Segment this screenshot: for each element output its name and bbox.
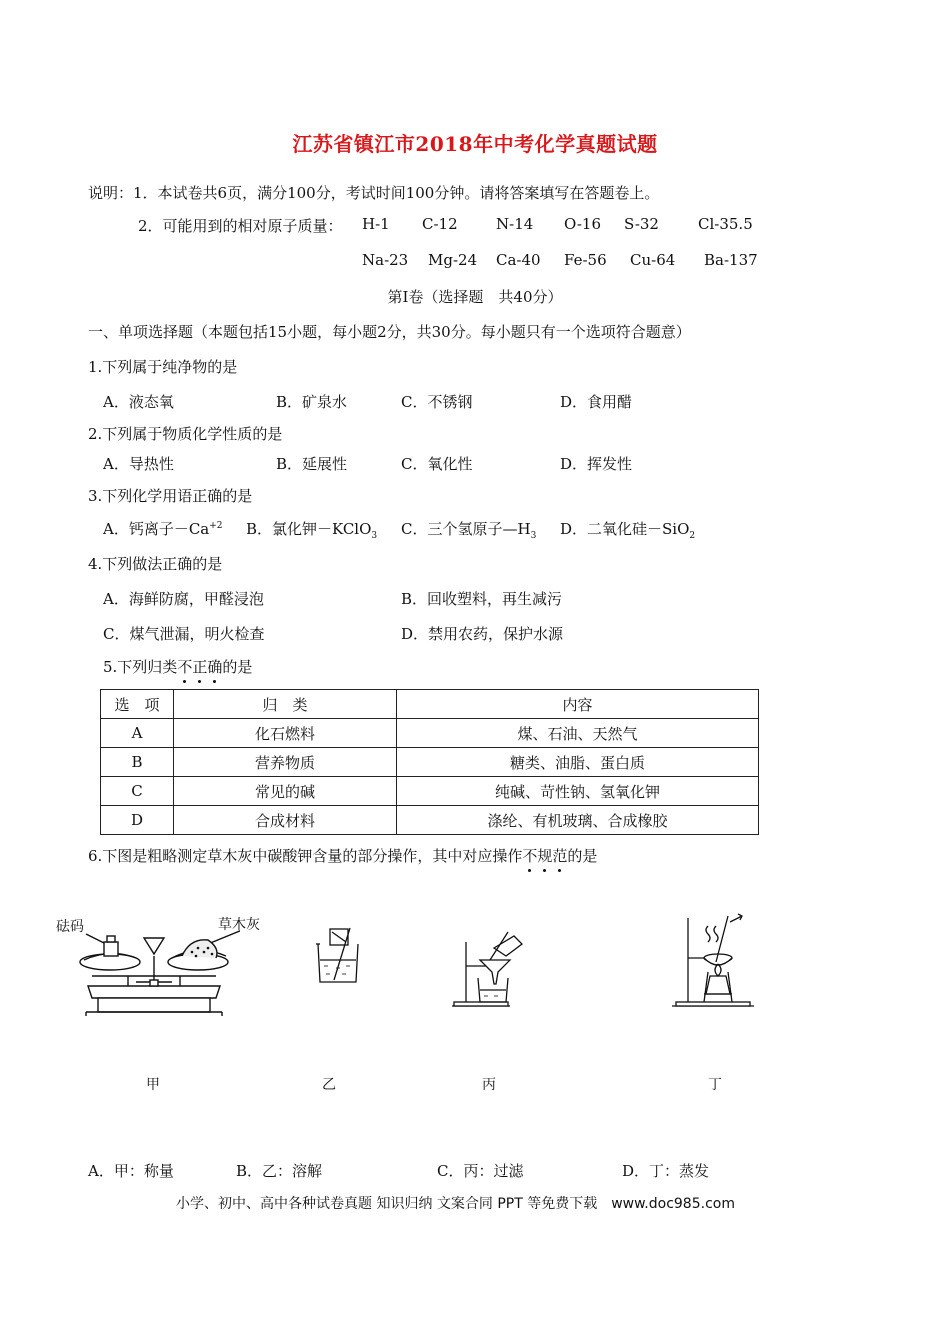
table-cell: B — [101, 748, 174, 777]
table-header-row — [101, 690, 759, 719]
table-cell: 合成材料 — [174, 806, 397, 835]
q6-option-d: D．丁：蒸发 — [622, 1162, 710, 1180]
mass-h: H-1 — [362, 215, 390, 233]
mass-mg: Mg-24 — [428, 251, 478, 269]
dissolving-beaker-figure — [312, 926, 364, 986]
table-row — [101, 719, 759, 748]
table-cell: 涤纶、有机玻璃、合成橡胶 — [397, 806, 759, 835]
caption-bing: 丙 — [482, 1077, 496, 1093]
mass-na: Na-23 — [362, 251, 409, 269]
question-1-stem: 1.下列属于纯净物的是 — [88, 358, 238, 376]
table-row — [101, 748, 759, 777]
table-row — [101, 777, 759, 806]
question-2-stem: 2.下列属于物质化学性质的是 — [88, 425, 283, 443]
q4-option-d: D．禁用农药，保护水源 — [401, 625, 564, 643]
table-cell: 营养物质 — [174, 748, 397, 777]
mass-cu: Cu-64 — [630, 251, 676, 269]
mass-n: N-14 — [496, 215, 534, 233]
mass-c: C-12 — [422, 215, 458, 233]
filtration-apparatus-figure — [450, 926, 534, 1010]
q1-option-d: D．食用醋 — [560, 393, 633, 411]
classification-table — [100, 689, 759, 835]
mass-o: O-16 — [564, 215, 602, 233]
mass-ba: Ba-137 — [704, 251, 758, 269]
volume-title: 第Ⅰ卷（选择题 共40分） — [387, 288, 563, 306]
table-header-category: 归 类 — [174, 690, 397, 719]
q3-option-d: D．二氧化硅－SiO$_2$ — [560, 520, 696, 541]
q2-option-a: A．导热性 — [103, 455, 174, 473]
q3-option-a: A．钙离子$-Ca^{+2}$ — [103, 520, 223, 538]
table-header-content: 内容 — [397, 690, 759, 719]
mass-ca: Ca-40 — [496, 251, 541, 269]
label-plant-ash: 草木灰 — [218, 917, 260, 933]
mass-fe: Fe-56 — [564, 251, 607, 269]
q4-option-b: B．回收塑料，再生减污 — [401, 590, 563, 608]
q2-option-d: D．挥发性 — [560, 455, 633, 473]
table-cell: D — [101, 806, 174, 835]
question-6-stem: 6.下图是粗略测定草木灰中碳酸钾含量的部分操作，其中对应操作不规范的是 — [88, 847, 598, 865]
table-cell: 纯碱、苛性钠、氢氧化钾 — [397, 777, 759, 806]
q6-option-a: A．甲：称量 — [88, 1162, 174, 1180]
mass-s: S-32 — [624, 215, 659, 233]
question-3-stem: 3.下列化学用语正确的是 — [88, 487, 253, 505]
table-header-option: 选 项 — [101, 690, 174, 719]
footer-text: 小学、初中、高中各种试卷真题 知识归纳 文案合同 PPT 等免费下载 www.doc985.com — [176, 1196, 735, 1212]
question-5-stem: 5.下列归类不正确的是 — [103, 658, 253, 676]
mass-cl: Cl-35.5 — [698, 215, 753, 233]
page-title: 江苏省镇江市2018年中考化学真题试题 — [292, 132, 658, 156]
q3-option-c: C．三个氢原子$—H_3$ — [401, 520, 537, 541]
q4-option-c: C．煤气泄漏，明火检查 — [103, 625, 265, 643]
section-heading: 一、单项选择题（本题包括15小题，每小题2分，共30分。每小题只有一个选项符合题意） — [88, 323, 691, 341]
table-row — [101, 806, 759, 835]
table-cell: 常见的碱 — [174, 777, 397, 806]
q6-option-b: B．乙：溶解 — [236, 1162, 323, 1180]
q1-option-a: A．液态氧 — [103, 393, 174, 411]
table-cell: C — [101, 777, 174, 806]
label-weights: 砝码 — [56, 919, 84, 935]
q1-option-b: B．矿泉水 — [276, 393, 348, 411]
evaporation-apparatus-figure — [668, 912, 764, 1012]
q1-option-c: C．不锈钢 — [401, 393, 473, 411]
q3-option-b: B．氯化钾－KClO$_3$ — [246, 520, 378, 541]
instructions-line-1: 说明：1．本试卷共6页，满分100分，考试时间100分钟。请将答案填写在答题卷上。 — [88, 184, 660, 202]
instructions-line-2-label: 2．可能用到的相对原子质量： — [138, 217, 343, 235]
question-4-stem: 4.下列做法正确的是 — [88, 555, 223, 573]
q2-option-c: C．氧化性 — [401, 455, 473, 473]
caption-yi: 乙 — [322, 1077, 336, 1093]
table-cell: 糖类、油脂、蛋白质 — [397, 748, 759, 777]
table-cell: 化石燃料 — [174, 719, 397, 748]
q2-option-b: B．延展性 — [276, 455, 348, 473]
balance-apparatus-figure — [70, 926, 240, 1018]
caption-ding: 丁 — [708, 1077, 722, 1093]
q6-option-c: C．丙：过滤 — [437, 1162, 524, 1180]
table-cell: A — [101, 719, 174, 748]
caption-jia: 甲 — [146, 1077, 160, 1093]
table-cell: 煤、石油、天然气 — [397, 719, 759, 748]
q4-option-a: A．海鲜防腐，甲醛浸泡 — [103, 590, 264, 608]
